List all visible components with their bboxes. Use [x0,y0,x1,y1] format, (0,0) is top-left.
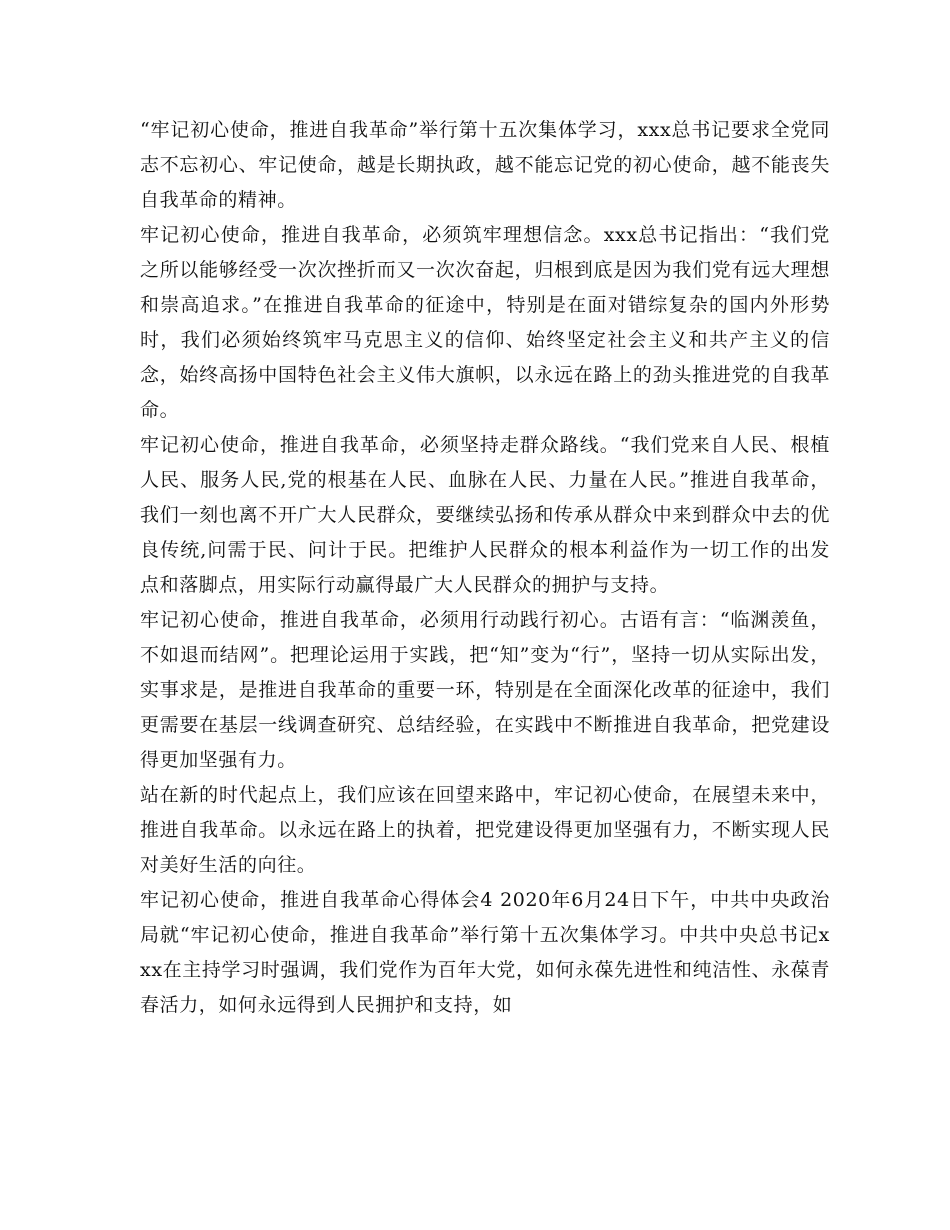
paragraph-2: 牢记初心使命，推进自我革命，必须筑牢理想信念。xxx总书记指出：“我们党之所以能够经受一次次挫折而又一次次奋起，归根到底是因为我们党有远大理想和崇高追求。”在推进自我革命的征途中，特别是在面对错综复杂的国内外形势时，我们必须始终筑牢马克思主义的信仰、始终坚定社会主义和共产主义的信念，始终高扬中国特色社会主义伟大旗帜，以永远在路上的劲头推进党的自我革命。 [140,224,830,421]
paragraph-5: 站在新的时代起点上，我们应该在回望来路中，牢记初心使命，在展望未来中，推进自我革命。以永远在路上的执着，把党建设得更加坚强有力，不断实现人民对美好生活的向往。 [140,784,830,876]
document-body [140,113,830,1023]
paragraph-3: 牢记初心使命，推进自我革命，必须坚持走群众路线。“我们党来自人民、根植人民、服务人民,党的根基在人民、血脉在人民、力量在人民。”推进自我革命，我们一刻也离不开广大人民群众，要继续弘扬和传承从群众中来到群众中去的优良传统,问需于民、问计于民。把维护人民群众的根本利益作为一切工作的出发点和落脚点，用实际行动赢得最广大人民群众的拥护与支持。 [140,434,830,596]
paragraph-6: 牢记初心使命，推进自我革命心得体会4 2020年6月24日下午，中共中央政治局就“牢记初心使命，推进自我革命”举行第十五次集体学习。中共中央总书记xxx在主持学习时强调，我们党作为百年大党，如何永葆先进性和纯洁性、永葆青春活力，如何永远得到人民拥护和支持，如 [140,889,830,1016]
paragraph-4: 牢记初心使命，推进自我革命，必须用行动践行初心。古语有言：“临渊羡鱼，不如退而结网”。把理论运用于实践，把“知”变为“行”，坚持一切从实际出发，实事求是，是推进自我革命的重要一环，特别是在全面深化改革的征途中，我们更需要在基层一线调查研究、总结经验，在实践中不断推进自我革命，把党建设得更加坚强有力。 [140,609,830,771]
paragraph-1: “牢记初心使命，推进自我革命”举行第十五次集体学习，xxx总书记要求全党同志不忘初心、牢记使命，越是长期执政，越不能忘记党的初心使命，越不能丧失自我革命的精神。 [140,119,830,211]
